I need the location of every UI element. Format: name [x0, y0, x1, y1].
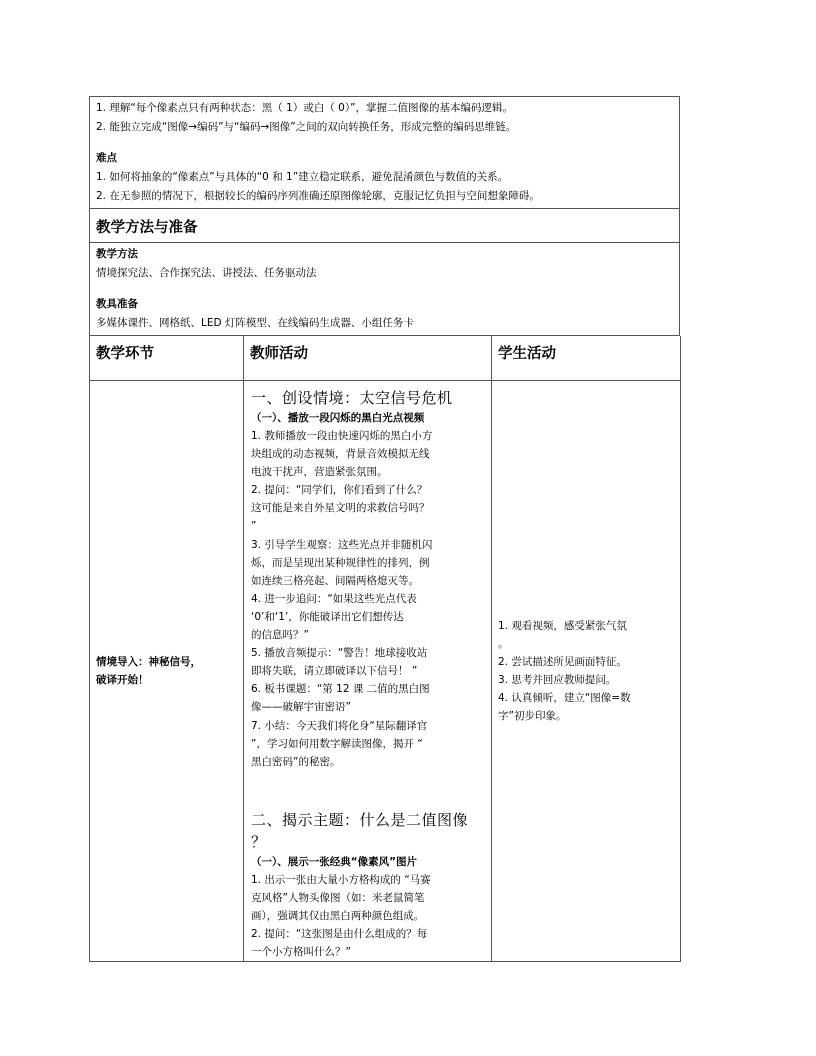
student-line: 4. 认真倾听，建立“图像=数: [498, 692, 631, 705]
part1-line: ”: [251, 520, 257, 533]
part1-line: 像——破解宇宙密语”: [251, 701, 351, 714]
methods-section-title: 教学方法与准备: [90, 209, 679, 243]
part1-line: 的信息吗？”: [251, 629, 309, 642]
part1-subtitle: （一）、播放一段闪烁的黑白光点视频: [251, 412, 425, 424]
key-point-line-1: 1. 理解“每个像素点只有两种状态：黑（ 1）或白（ 0）”，掌握二值图像的基本编码逻辑。: [96, 102, 514, 114]
tools-heading: 教具准备: [96, 298, 138, 310]
table-row: [90, 381, 681, 962]
part1-title: 一、创设情境：太空信号危机: [251, 389, 453, 407]
student-cell: [492, 381, 681, 962]
part1-line: 1. 教师播放一段由快速闪烁的黑白小方: [251, 430, 433, 442]
part2-lines: [251, 871, 485, 961]
part1-line: ”，学习如何用数字解读图像，揭开 “: [251, 737, 423, 750]
teacher-cell: [244, 381, 492, 962]
student-line: 。: [498, 637, 509, 650]
stage-cell: [90, 381, 244, 962]
stage-line-1: 情境导入：神秘信号，: [96, 656, 201, 669]
difficulty-line-2: 2. 在无参照的情况下，根据较长的编码序列准确还原图像轮廓，克服记忆负担与空间想象障碍。: [96, 190, 540, 202]
part2-line: 克风格”人物头像图（如：米老鼠简笔: [251, 891, 425, 904]
tools-text: 多媒体课件、网格纸、LED 灯阵模型、在线编码生成器、小组任务卡: [96, 317, 414, 329]
part1-line: ‘0’和‘1’，你能破译出它们想传达: [251, 610, 404, 623]
part1-line: 2. 提问：“同学们，你们看到了什么？: [251, 484, 428, 497]
part1-line: 块组成的动态视频，背景音效模拟无线: [251, 448, 430, 461]
header-teacher: 教师活动: [244, 336, 492, 381]
methods-section: [90, 243, 679, 335]
header-stage: 教学环节: [90, 336, 244, 381]
part1-line: 5. 播放音频提示：“警告！地球接收站: [251, 647, 428, 660]
part2-title-line-2: ？: [251, 832, 267, 851]
lesson-plan-page: [89, 96, 680, 962]
part1-line: 这可能是来自外星文明的求救信号吗？: [251, 502, 430, 515]
method-text: 情境探究法、合作探究法、讲授法、任务驱动法: [96, 267, 317, 279]
part2-line: 一个小方格叫什么？”: [251, 946, 351, 959]
part2-line: 1. 出示一张由大量小方格构成的 “马赛: [251, 873, 431, 886]
part1-line: 7. 小结：今天我们将化身“星际翻译官: [251, 719, 428, 732]
part1-line: 即将失联，请立即破译以下信号！ ”: [251, 665, 418, 678]
table-header-row: [90, 336, 681, 381]
part2-subtitle: （一）、展示一张经典“像素风”图片: [251, 855, 418, 868]
header-student: 学生活动: [492, 336, 681, 381]
part2-line: 画），强调其仅由黑白两种颜色组成。: [251, 909, 425, 922]
student-line: 2. 尝试描述所见画面特征。: [498, 656, 627, 669]
stage-line-2: 破译开始！: [96, 674, 149, 687]
top-frame: [89, 96, 680, 336]
key-points-section: [90, 97, 679, 209]
difficulty-line-1: 1. 如何将抽象的“像素点”与具体的“0 和 1”建立稳定联系，避免混淆颜色与数值的关系。: [96, 171, 509, 183]
student-line: 字”初步印象。: [498, 710, 567, 723]
part2-line: 2. 提问：“这张图是由什么组成的？每: [251, 928, 428, 941]
part1-line: 黑白密码”的秘密。: [251, 755, 341, 768]
part2-title-line-1: 二、揭示主题：什么是二值图像: [251, 810, 469, 829]
student-line: 3. 思考并回应教师提问。: [498, 674, 617, 687]
part1-lines: [251, 427, 485, 771]
part1-line: 6. 板书课题：“第 12 课 二值的黑白图: [251, 683, 430, 696]
method-heading: 教学方法: [96, 248, 138, 260]
difficulty-heading: 难点: [96, 152, 117, 164]
part1-line: 烁，而是呈现出某种规律性的排列，例: [251, 556, 430, 569]
key-point-line-2: 2. 能独立完成“图像→编码”与“编码→图像”之间的双向转换任务，形成完整的编码思维链。: [96, 121, 517, 133]
activity-table: [89, 336, 681, 962]
part1-line: 电波干扰声，营造紧张氛围。: [251, 466, 388, 479]
part1-line: 4. 进一步追问：“如果这些光点代表: [251, 592, 417, 605]
student-line: 1. 观看视频，感受紧张气氛: [498, 619, 627, 632]
part1-line: 3. 引导学生观察：这些光点并非随机闪: [251, 538, 433, 551]
part1-line: 如连续三格亮起、间隔两格熄灭等。: [251, 574, 419, 587]
